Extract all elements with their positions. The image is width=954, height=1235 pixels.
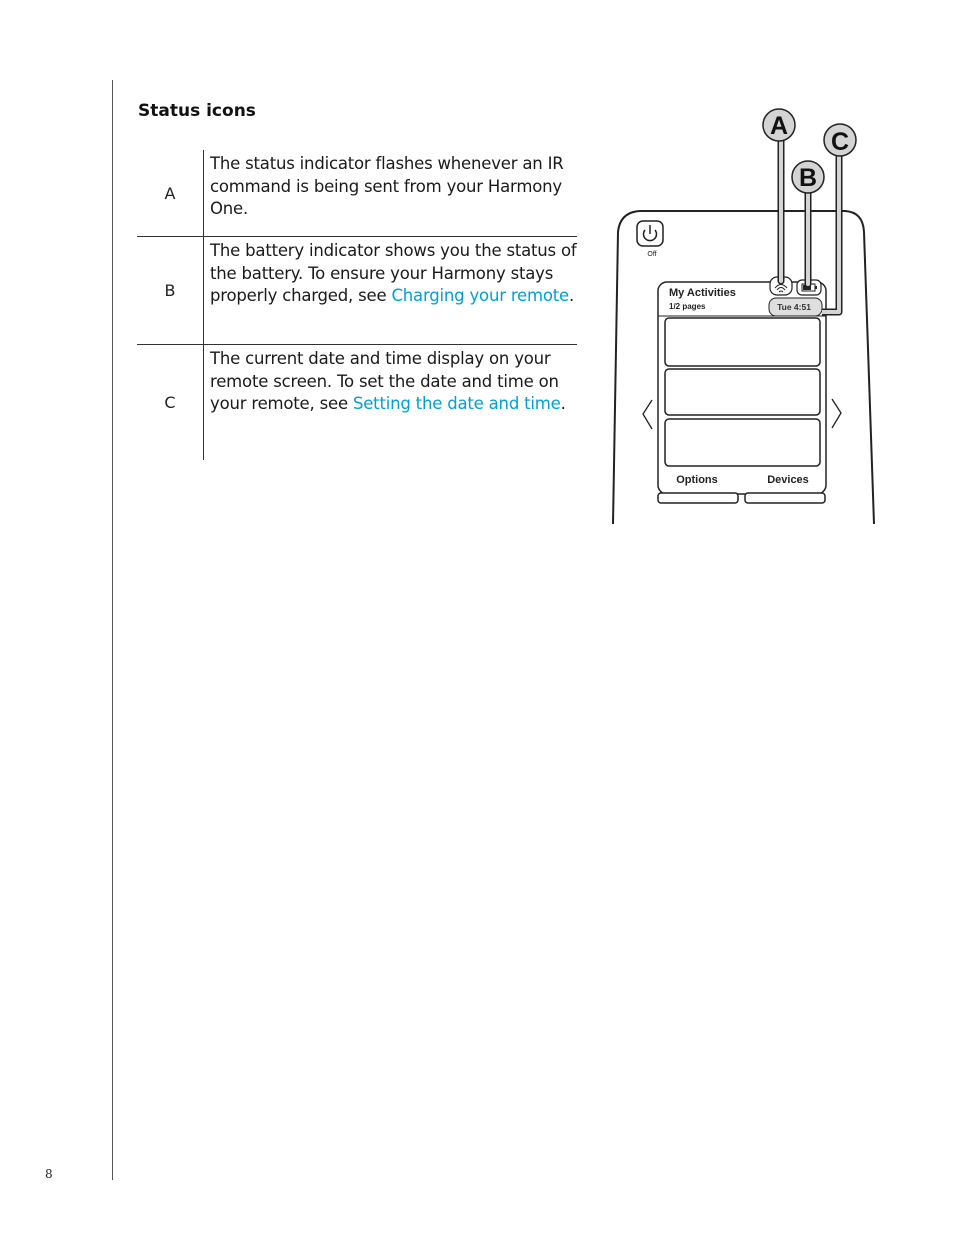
- description-text: The current date and time display on your remote screen. To set the date and time on your remote, see: [210, 349, 559, 413]
- activity-slot: [665, 318, 820, 366]
- time-display: Tue 4:51: [777, 302, 811, 312]
- screen-pages: 1/2 pages: [669, 302, 706, 311]
- callout-c-label: C: [830, 128, 850, 156]
- setting-date-time-link[interactable]: Setting the date and time: [352, 394, 561, 413]
- callout-a: [763, 109, 795, 141]
- table-row-b: [137, 237, 577, 345]
- row-letter: A: [137, 150, 204, 236]
- section-title: Status icons: [138, 101, 256, 121]
- options-label: Options: [676, 474, 718, 486]
- options-button[interactable]: [658, 493, 738, 503]
- charging-your-remote-link[interactable]: Charging your remote: [391, 286, 569, 305]
- row-letter: B: [137, 237, 204, 344]
- devices-button[interactable]: [745, 493, 825, 503]
- description-period: .: [560, 394, 566, 413]
- status-icons-table: [137, 150, 577, 460]
- callout-a-label: A: [769, 112, 789, 140]
- callout-b: [792, 161, 824, 193]
- page-number: 8: [45, 1167, 53, 1181]
- row-description: The status indicator flashes whenever an IR command is being sent from your Harmony One.: [210, 154, 564, 218]
- row-letter: C: [137, 345, 204, 460]
- description-period: .: [569, 286, 575, 305]
- table-row-c: [137, 345, 577, 460]
- activity-slot: [665, 419, 820, 466]
- margin-rule: [112, 80, 113, 1180]
- row-description: [204, 237, 577, 344]
- activity-slot: [665, 369, 820, 415]
- callout-b-label: B: [798, 164, 818, 192]
- row-description: [204, 345, 577, 460]
- screen-title: My Activities: [669, 287, 736, 299]
- power-label: Off: [647, 251, 657, 258]
- table-row-a: [137, 150, 577, 237]
- callout-c: [824, 124, 856, 156]
- power-button[interactable]: [637, 221, 663, 246]
- remote-illustration: [600, 100, 890, 530]
- description-text: The battery indicator shows you the status of the battery. To ensure your Harmony stays properly charged, see: [210, 241, 577, 305]
- devices-label: Devices: [767, 474, 809, 486]
